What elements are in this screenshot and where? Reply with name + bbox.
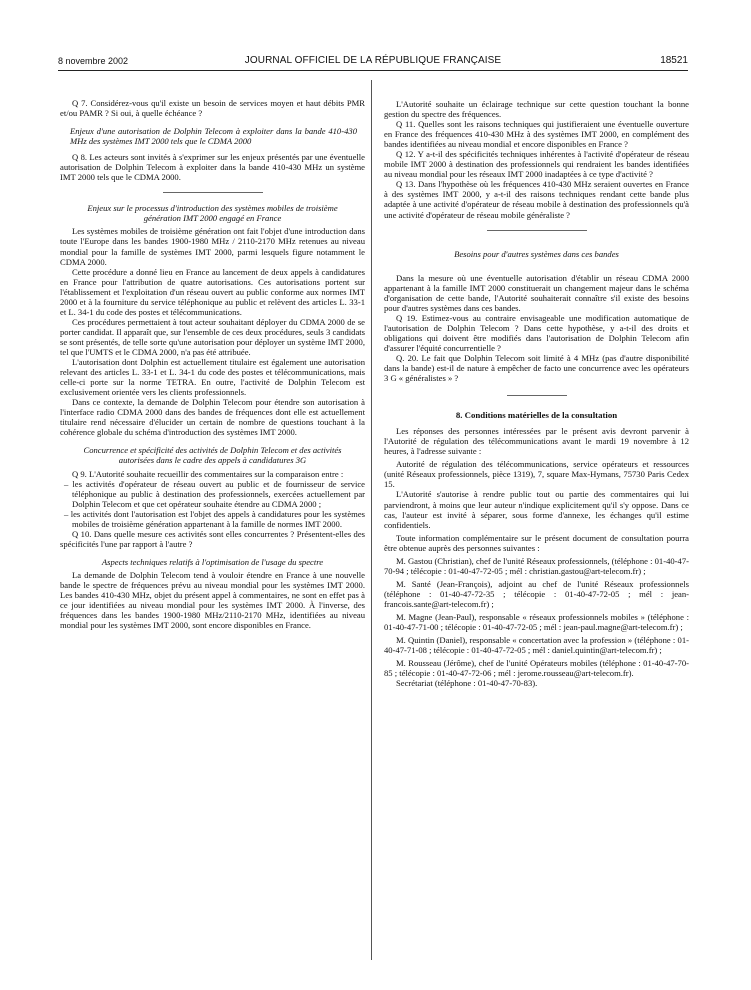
paragraph: Autorité de régulation des télécommunications, service opérateurs et ressources (unité Réseaux professionnels, pièce 1319), 7, square Max-Hymans, 75730 Paris Cedex 15.	[384, 459, 689, 490]
paragraph: Toute information complémentaire sur le présent document de consultation pourra être obtenue auprès des personnes suivantes :	[384, 532, 689, 553]
aspects-heading: Aspects techniques relatifs à l'optimisation de l'usage du spectre	[101, 556, 324, 567]
section-divider	[507, 395, 567, 396]
question-20: Q. 20. Le fait que Dolphin Telecom soit limité à 4 MHz (pas d'autre disponibilité dans la bande) est-il de nature à empêcher de facto une concurrence avec les opérateurs 3 G « généralistes » ?	[384, 352, 689, 384]
conditions-heading: 8. Conditions matérielles de la consultation	[455, 410, 618, 421]
question-9: Q 9. L'Autorité souhaite recueillir des commentaires sur la comparaison entre :	[72, 468, 344, 479]
page-number: 18521	[660, 55, 688, 66]
paragraph: Dans ce contexte, la demande de Dolphin Telecom pour étendre son autorisation à l'interface radio CDMA 2000 dans des bandes de fréquences dont elle est actuellement titulaire rend nécessaire d'élucider un certain de nombre de questions touchant à la cohérence globale du schéma d'introduction des systèmes IMT 2000.	[60, 397, 365, 438]
issue-date: 8 novembre 2002	[58, 56, 129, 66]
question-11: Q 11. Quelles sont les raisons techniques qui justifieraient une éventuelle ouverture en France des fréquences 410-430 MHz à des systèmes IMT 2000, en complément des bandes identifiées au niveau mondial et encore disponibles en France ?	[384, 119, 689, 150]
contact-entry: M. Santé (Jean-François), adjoint au chef de l'unité Réseaux professionnels (téléphone : 01-40-47-72-35 ; télécopie : 01-40-47-72-05 ; mél : jean-francois.sante@art-telecom.fr) ;	[384, 578, 689, 609]
journal-title: JOURNAL OFFICIEL DE LA RÉPUBLIQUE FRANÇAISE	[244, 55, 502, 66]
question-8: Q 8. Les acteurs sont invités à s'exprimer sur les enjeux présentés par une éventuelle autorisation de Dolphin Telecom à exploiter dans la bande 410-430 MHz un système IMT 2000 tels que le CDMA 2000.	[60, 152, 365, 183]
column-divider	[371, 80, 372, 960]
contact-entry: Secrétariat (téléphone : 01-40-47-70-83).	[396, 678, 538, 689]
question-10: Q 10. Dans quelle mesure ces activités sont elles concurrentes ? Présentent-elles des spécificités l'une par rapport à l'autre ?	[60, 528, 365, 549]
paragraph: L'autorisation dont Dolphin est actuellement titulaire est également une autorisation relevant des articles L. 33-1 et L. 34-1 du code des postes et télécommunications, mais celle-ci porte sur la norme TETRA. En outre, l'activité de Dolphin Telecom est exclusivement orientée vers les clients professionnels.	[60, 357, 365, 398]
question-7: Q 7. Considérez-vous qu'il existe un besoin de services moyen et haut débits PMR et/ou PAMR ? Si oui, à quelle échéance ?	[60, 98, 365, 119]
left-column	[60, 98, 365, 630]
section-divider	[163, 192, 263, 193]
paragraph: Dans la mesure où une éventuelle autorisation d'établir un réseau CDMA 2000 appartenant à la famille IMT 2000 constituerait un changement majeur dans le schéma d'organisation de cette bande, l'Autorité souhaiterait connaître s'il existe des besoins pour d'autres systèmes dans ces bandes.	[384, 272, 689, 313]
section-divider	[487, 230, 587, 231]
paragraph: L'Autorité souhaite un éclairage technique sur cette question touchant la bonne gestion du spectre des fréquences.	[384, 99, 689, 120]
q9-list	[60, 479, 365, 529]
concurrence-heading: Concurrence et spécificité des activités de Dolphin Telecom et des activités autorisées dans le cadre des appels à candidatures 3G	[83, 445, 342, 466]
contact-entry: M. Magne (Jean-Paul), responsable « réseaux professionnels mobiles » (téléphone : 01-40-47-71-00 ; télécopie : 01-40-47-72-05 ; mél : jean-paul.magne@art-telecom.fr) ;	[384, 611, 689, 633]
paragraph: Les systèmes mobiles de troisième génération ont fait l'objet d'une introduction dans toute l'Europe dans les bandes 1900-1980 MHz / 2110-2170 MHz retenues au niveau mondial pour la famille de systèmes IMT 2000, parmi lesquels figure notamment le CDMA 2000.	[60, 226, 365, 267]
paragraph: Cette procédure a donné lieu en France au lancement de deux appels à candidatures en France pour l'attribution de quatre autorisations. Ces autorisations portent sur l'établissement et l'exploitation d'un réseau ouvert au public conforme aux normes IMT 2000 et à la fourniture du service téléphonique au public et relèvent des articles L. 33-1 et L. 34-1 du code des postes et télécommunications.	[60, 266, 365, 317]
right-column	[384, 99, 689, 688]
page-header	[58, 55, 688, 69]
contact-entry: M. Gastou (Christian), chef de l'unité Réseaux professionnels, (téléphone : 01-40-47-70-94 ; télécopie : 01-40-47-72-05 ; mél : christian.gastou@art-telecom.fr) ;	[384, 555, 689, 576]
paragraph: L'Autorité s'autorise à rendre public tout ou partie des commentaires qui lui parviendront, à moins que leur auteur n'indique explicitement qu'il s'y oppose. Dans ce cas, l'auteur est invité à séparer, sous forme d'annexe, les échanges qu'il estime confidentiels.	[384, 489, 689, 530]
question-19: Q 19. Estimez-vous au contraire envisageable une modification automatique de l'autorisation de Dolphin Telecom ? Dans cette hypothèse, y a-t-il des droits et obligations qui doivent être modifiés dans l'autorisation de Dolphin Telecom afin d'assurer l'équité concurrentielle ?	[384, 312, 689, 353]
paragraph: Les réponses des personnes intéressées par le présent avis devront parvenir à l'Autorité de régulation des télécommunications avant le mardi 19 novembre à 12 heures, à l'adresse suivante :	[384, 426, 689, 457]
contact-entry: M. Rousseau (Jérôme), chef de l'unité Opérateurs mobiles (téléphone : 01-40-47-70-85 ; télécopie : 01-40-47-72-06 ; mél : jerome.rousseau@art-telecom.fr).	[384, 658, 689, 679]
list-item: – les activités dont l'autorisation est l'objet des appels à candidatures pour les systèmes mobiles de troisième génération appartenant à la famille de normes IMT 2000.	[60, 509, 365, 529]
list-item: – les activités d'opérateur de réseau ouvert au public et de fournisseur de service téléphonique au public à destination des professionnels, exercées actuellement par Dolphin Telecom et que cet opérateur souhaite étendre au CDMA 2000 ;	[60, 479, 365, 509]
contact-entry: M. Quintin (Daniel), responsable « concertation avec la profession » (téléphone : 01-40-47-71-08 ; télécopie : 01-40-47-72-05 ; mél : daniel.quintin@art-telecom.fr) ;	[384, 635, 689, 656]
processus-heading: Enjeux sur le processus d'introduction des systèmes mobiles de troisième génération IMT 2000 engagé en France	[87, 203, 338, 224]
question-12: Q 12. Y a-t-il des spécificités techniques inhérentes à l'activité d'opérateur de réseau mobile IMT 2000 à destination des professionnels qui rendraient les bandes identifiées au niveau mondial pour les réseaux IMT 2000 inadaptées à ce type d'activité ?	[384, 149, 689, 180]
paragraph: La demande de Dolphin Telecom tend à vouloir étendre en France à une nouvelle bande le spectre de fréquences prévu au niveau mondial pour les systèmes IMT 2000. Les bandes 410-430 MHz, objet du présent appel à commentaires, ne sont en effet pas à ce jour identifiées au niveau mondial pour les systèmes IMT 2000. À l'inverse, des fréquences dans les bandes 1900-1980 MHz/2110-2170 MHz, identifiées au niveau mondial pour les systèmes IMT 2000, sont encore disponibles en France.	[60, 569, 365, 631]
enjeux-heading: Enjeux d'une autorisation de Dolphin Telecom à exploiter dans la bande 410-430 MHz des systèmes IMT 2000 tels que le CDMA 2000	[70, 126, 357, 147]
besoins-heading: Besoins pour d'autres systèmes dans ces bandes	[454, 248, 619, 259]
paragraph: Ces procédures permettaient à tout acteur souhaitant déployer du CDMA 2000 de se porter candidat. Il apparaît que, sur l'ensemble de ces deux procédures, seuls 3 candidats se sont présentés, de telle sorte qu'une autorisation pour déployer un système IMT 2000, tel que l'UMTS et le CDMA 2000, n'a pas été attribuée.	[60, 316, 365, 357]
question-13: Q 13. Dans l'hypothèse où les fréquences 410-430 MHz seraient ouvertes en France à des systèmes IMT 2000, y a-t-il des raisons techniques rendant cette bande plus adaptée à une activité d'opérateur de réseau mobile à destination des professionnels qu'à une activité d'opérateur de réseau mobile généraliste ?	[384, 179, 689, 220]
header-rule	[58, 70, 688, 71]
